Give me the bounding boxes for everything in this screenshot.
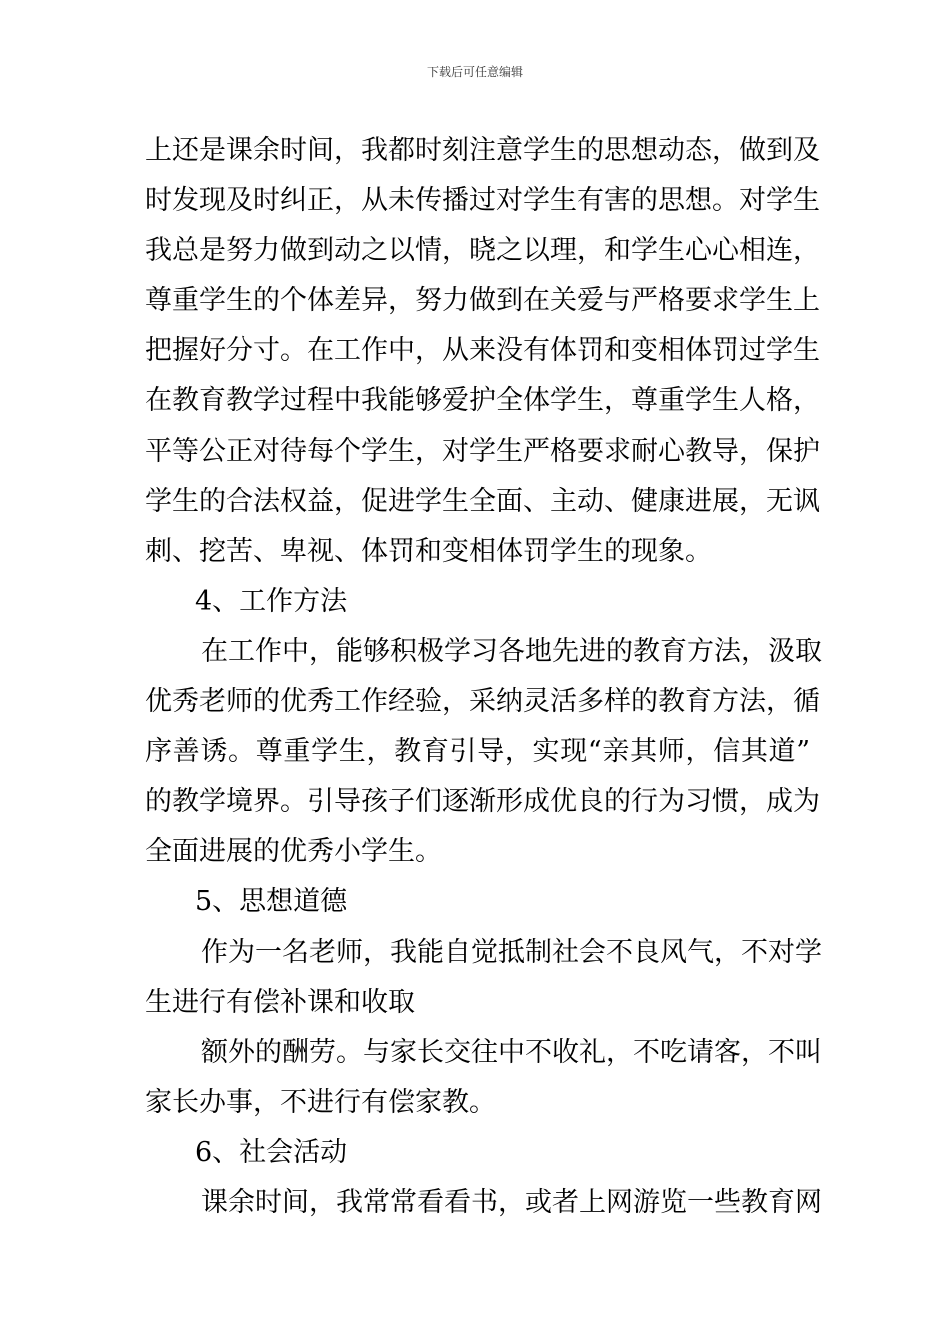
text-line: 的教学境界。引导孩子们逐渐形成优良的行为习惯，成为 — [145, 786, 820, 818]
section-heading: 5、思想道德 — [195, 886, 348, 918]
text-line: 上还是课余时间，我都时刻注意学生的思想动态，做到及 — [145, 135, 820, 166]
text-line: 全面进展的优秀小学生。 — [145, 836, 442, 868]
text-line: 时发现及时纠正，从未传播过对学生有害的思想。对学生 — [145, 185, 820, 217]
text-line: 优秀老师的优秀工作经验，采纳灵活多样的教育方法，循 — [145, 686, 820, 718]
text-line: 平等公正对待每个学生，对学生严格要求耐心教导，保护 — [145, 435, 820, 467]
text-line: 刺、挖苦、卑视、体罚和变相体罚学生的现象。 — [145, 535, 712, 567]
text-line: 尊重学生的个体差异，努力做到在关爱与严格要求学生上 — [145, 285, 820, 317]
text-line: 在教育教学过程中我能够爱护全体学生，尊重学生人格， — [145, 385, 820, 417]
text-line: 家长办事，不进行有偿家教。 — [145, 1086, 496, 1118]
text-line: 把握好分寸。在工作中，从来没有体罚和变相体罚过学生 — [145, 335, 820, 367]
text-line: 序善诱。尊重学生，教育引导，实现“亲其师，信其道” — [145, 736, 810, 768]
text-line: 生进行有偿补课和收取 — [145, 986, 415, 1018]
document-body — [145, 126, 822, 1228]
section-heading: 6、社会活动 — [195, 1136, 348, 1168]
paragraph-first-line: 作为一名老师，我能自觉抵制社会不良风气，不对学 — [201, 936, 822, 968]
text-line: 学生的合法权益，促进学生全面、主动、健康进展，无讽 — [145, 485, 820, 517]
page-header: 下载后可任意编辑 — [426, 65, 523, 79]
paragraph-first-line: 额外的酬劳。与家长交往中不收礼，不吃请客，不叫 — [201, 1036, 822, 1068]
paragraph-first-line: 课余时间，我常常看看书，或者上网游览一些教育网 — [201, 1186, 822, 1218]
text-line: 我总是努力做到动之以情，晓之以理，和学生心心相连， — [145, 235, 820, 267]
section-heading: 4、工作方法 — [195, 585, 348, 617]
paragraph-first-line: 在工作中，能够积极学习各地先进的教育方法，汲取 — [201, 635, 822, 667]
